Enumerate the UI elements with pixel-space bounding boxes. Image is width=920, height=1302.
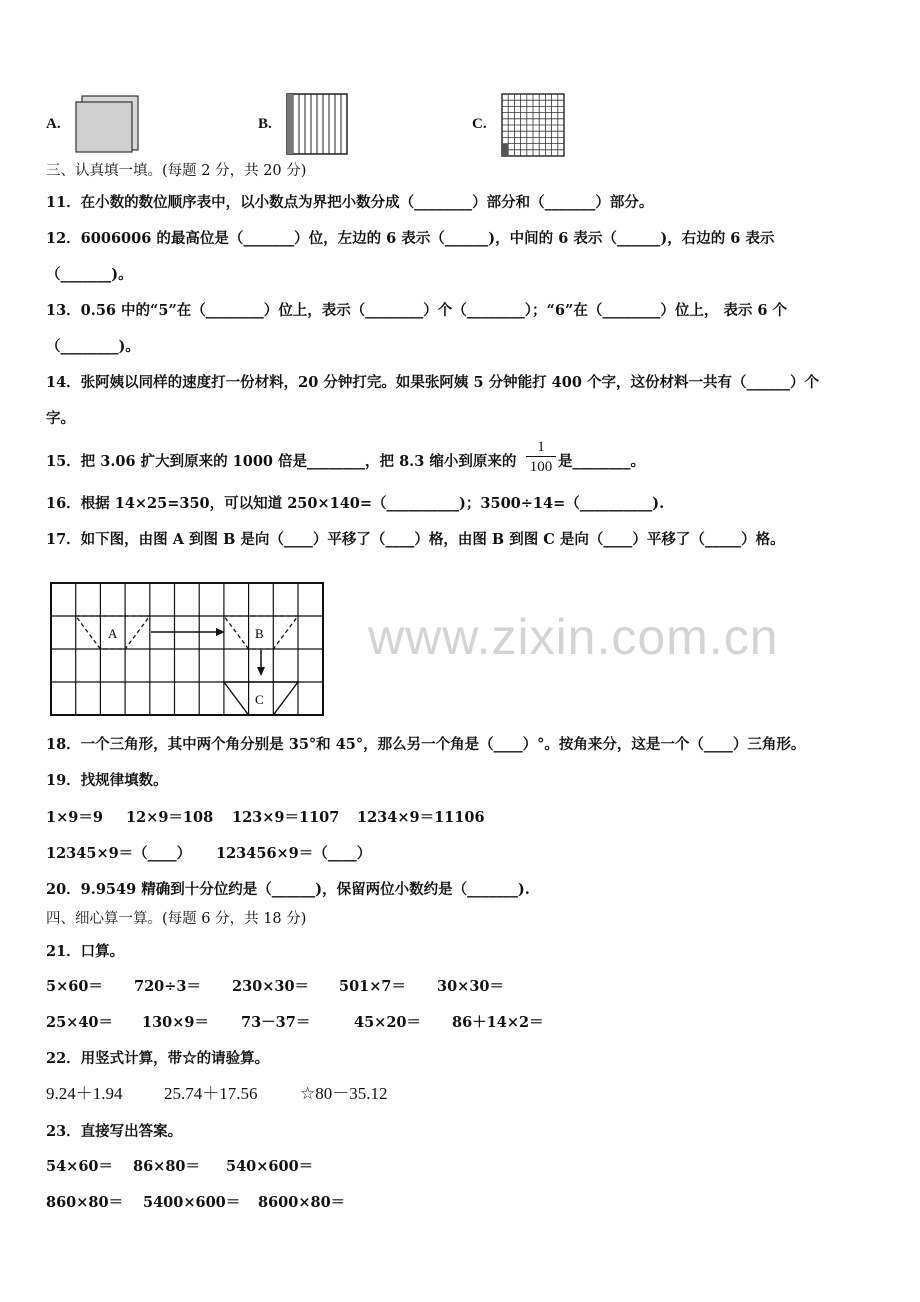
q19-item: 12345×9＝（____） [46,845,192,862]
oral-calc-item: 5×60＝ [46,978,103,995]
translation-grid-figure [50,582,326,718]
direct-answer-item: 8600×80＝ [258,1194,346,1211]
direct-answer-item: 86×80＝ [133,1158,201,1175]
question-15-part1: 15．把 3.06 扩大到原来的 1000 倍是________，把 8.3 缩小到原来的 [46,453,517,470]
oral-calc-item: 73－37＝ [241,1014,311,1031]
arrow-b-to-c-head [257,667,265,676]
fraction-1-100 [526,438,556,477]
question-11: 11．在小数的数位顺序表中，以小数点为界把小数分成（________）部分和（_______）部分。 [46,194,654,211]
question-15-part2: 是________。 [558,453,645,470]
direct-answer-item: 54×60＝ [46,1158,114,1175]
option-b-figure [285,92,349,156]
q21-row2 [46,1013,544,1033]
shape-a-label: A [108,626,118,641]
oral-calc-item: 30×30＝ [437,978,505,995]
direct-answer-item: 540×600＝ [226,1158,314,1175]
q23-row1 [46,1157,313,1177]
question-16: 16．根据 14×25=350，可以知道 250×140=（__________)；3500÷14=（__________). [46,495,665,512]
question-22: 22．用竖式计算，带☆的请验算。 [46,1050,270,1067]
vertical-calc-item: ☆80－35.12 [300,1084,388,1103]
oral-calc-item: 45×20＝ [354,1014,422,1031]
direct-answer-item: 860×80＝ [46,1194,124,1211]
q19-row2 [46,844,371,864]
q19-item: 123456×9＝（____） [216,845,372,862]
q23-row2 [46,1193,345,1213]
q19-item: 1×9＝9 [46,809,103,826]
q19-item: 123×9＝1107 [232,809,340,826]
section-3-heading: 三、认真填一填。(每题 2 分，共 20 分) [46,163,307,179]
section-4-heading: 四、细心算一算。(每题 6 分，共 18 分) [46,911,307,927]
option-b-label: B. [258,116,272,132]
question-14-line2: 字。 [46,410,75,427]
oral-calc-item: 25×40＝ [46,1014,114,1031]
option-a-figure [74,94,142,154]
q19-item: 12×9＝108 [126,809,214,826]
question-13-line1: 13．0.56 中的“5”在（________）位上，表示（________）个（________）；“6”在（________）位上， 表示 6 个 [46,302,788,319]
question-17: 17．如下图，由图 A 到图 B 是向（____）平移了（____）格，由图 B 到图 C 是向（____）平移了（_____）格。 [46,531,785,548]
oral-calc-item: 501×7＝ [339,978,407,995]
question-20: 20．9.9549 精确到十分位约是（______)，保留两位小数约是（_______). [46,881,530,898]
oral-calc-item: 230×30＝ [232,978,310,995]
shape-c-label: C [255,692,264,707]
q22-items [46,1084,388,1104]
option-c-figure [500,92,566,158]
oral-calc-item: 720÷3＝ [134,978,202,995]
watermark: www.zixin.com.cn [368,609,779,665]
question-13-line2: （________)。 [46,338,140,355]
q19-row1 [46,808,485,828]
question-12-line2: （_______)。 [46,266,133,283]
option-c-label: C. [472,116,487,132]
direct-answer-item: 5400×600＝ [143,1194,241,1211]
question-23: 23．直接写出答案。 [46,1123,183,1140]
fraction-denominator: 100 [526,456,556,477]
q19-item: 1234×9＝11106 [357,809,485,826]
question-12-line1: 12．6006006 的最高位是（_______）位，左边的 6 表示（______)，中间的 6 表示（______)，右边的 6 表示 [46,230,775,247]
q21-row1 [46,977,504,997]
oral-calc-item: 86＋14×2＝ [452,1014,544,1031]
question-18: 18．一个三角形，其中两个角分别是 35°和 45°，那么另一个角是（____）°。按角来分，这是一个（____）三角形。 [46,736,806,753]
question-19: 19．找规律填数。 [46,772,168,789]
shape-b-label: B [255,626,264,641]
vertical-calc-item: 9.24＋1.94 [46,1084,123,1103]
fraction-numerator: 1 [537,439,545,455]
question-14-line1: 14．张阿姨以同样的速度打一份材料，20 分钟打完。如果张阿姨 5 分钟能打 400 个字，这份材料一共有（______）个 [46,374,819,391]
vertical-calc-item: 25.74＋17.56 [164,1084,258,1103]
question-21: 21．口算。 [46,943,125,960]
option-a-label: A. [46,116,61,132]
oral-calc-item: 130×9＝ [142,1014,210,1031]
